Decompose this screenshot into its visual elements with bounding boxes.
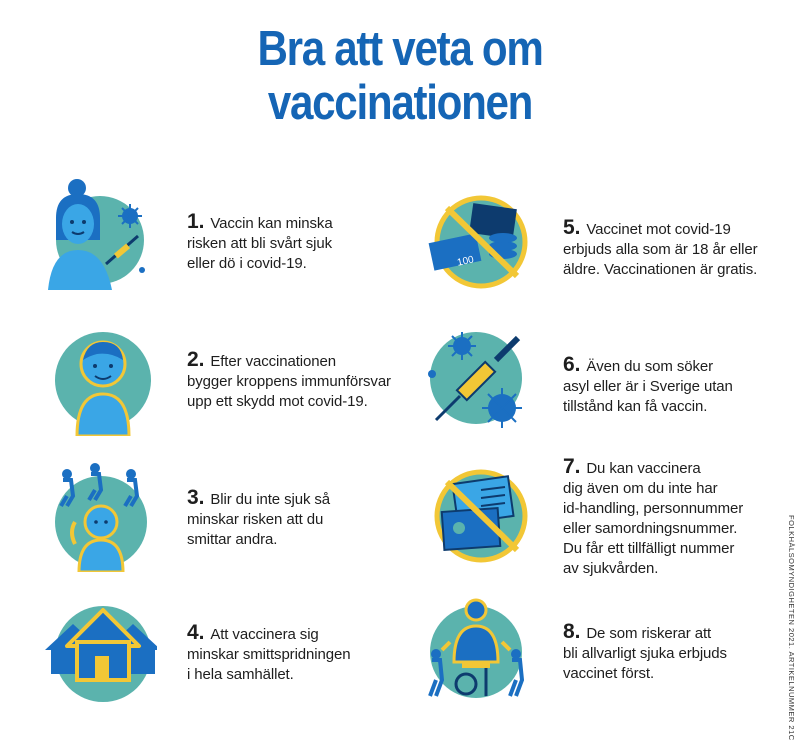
item-number: 8. [563, 620, 581, 643]
item-3-text [187, 488, 330, 550]
title-line-2: vaccinationen [267, 76, 533, 130]
item-line: De som riskerar att [586, 625, 712, 642]
item-number: 4. [187, 621, 205, 644]
title-line-1: Bra att veta om [257, 22, 543, 76]
item-number: 2. [187, 348, 205, 371]
people-walking-icon [45, 460, 157, 572]
syringe-virus-icon [420, 322, 532, 434]
item-6-text [563, 355, 733, 417]
item-number: 5. [563, 216, 581, 239]
item-line: upp ett skydd mot covid-19. [187, 393, 368, 410]
item-line: bygger kroppens immunförsvar [187, 373, 391, 390]
item-line: Blir du inte sjuk så [210, 491, 331, 508]
item-line: id-handling, personnummer [563, 500, 744, 517]
houses-icon [45, 594, 157, 706]
item-line: Vaccinet mot covid-19 [586, 221, 731, 238]
item-7-text [563, 457, 743, 579]
item-1-text [187, 212, 333, 274]
side-credit-text: FOLKHÄLSOMYNDIGHETEN 2021. ARTIKELNUMMER 21C [787, 515, 796, 741]
item-line: Vaccin kan minska [210, 215, 333, 232]
item-line: av sjukvården. [563, 560, 659, 577]
page-title [56, 22, 744, 130]
immune-person-icon [47, 324, 159, 436]
item-line: vaccinet först. [563, 665, 655, 682]
item-number: 3. [187, 486, 205, 509]
item-line: Att vaccinera sig [210, 626, 319, 643]
item-line: asyl eller är i Sverige utan [563, 378, 733, 395]
item-line: eller dö i covid-19. [187, 255, 307, 272]
item-line: minskar smittspridningen [187, 646, 351, 663]
item-number: 1. [187, 210, 205, 233]
item-number: 7. [563, 455, 581, 478]
item-line: bli allvarligt sjuka erbjuds [563, 645, 727, 662]
item-line: Du kan vaccinera [586, 460, 701, 477]
item-line: Efter vaccinationen [210, 353, 337, 370]
item-8-text [563, 622, 727, 684]
item-2-text [187, 350, 391, 412]
item-line: minskar risken att du [187, 511, 324, 528]
item-number: 6. [563, 353, 581, 376]
item-line: i hela samhället. [187, 666, 294, 683]
item-4-text [187, 623, 351, 685]
item-line: dig även om du inte har [563, 480, 718, 497]
no-id-card-icon [425, 460, 537, 572]
svg-text:100: 100 [456, 254, 475, 269]
person-vaccination-icon [42, 178, 154, 290]
elderly-people-icon [420, 592, 532, 704]
item-line: smittar andra. [187, 531, 278, 548]
item-line: Du får ett tillfälligt nummer [563, 540, 735, 557]
item-line: Även du som söker [586, 358, 714, 375]
item-line: erbjuds alla som är 18 år eller [563, 241, 758, 258]
item-line: tillstånd kan få vaccin. [563, 398, 708, 415]
item-line: eller samordningsnummer. [563, 520, 738, 537]
item-line: äldre. Vaccinationen är gratis. [563, 261, 758, 278]
no-money-icon [425, 188, 537, 300]
item-line: risken att bli svårt sjuk [187, 235, 333, 252]
item-5-text [563, 218, 758, 280]
